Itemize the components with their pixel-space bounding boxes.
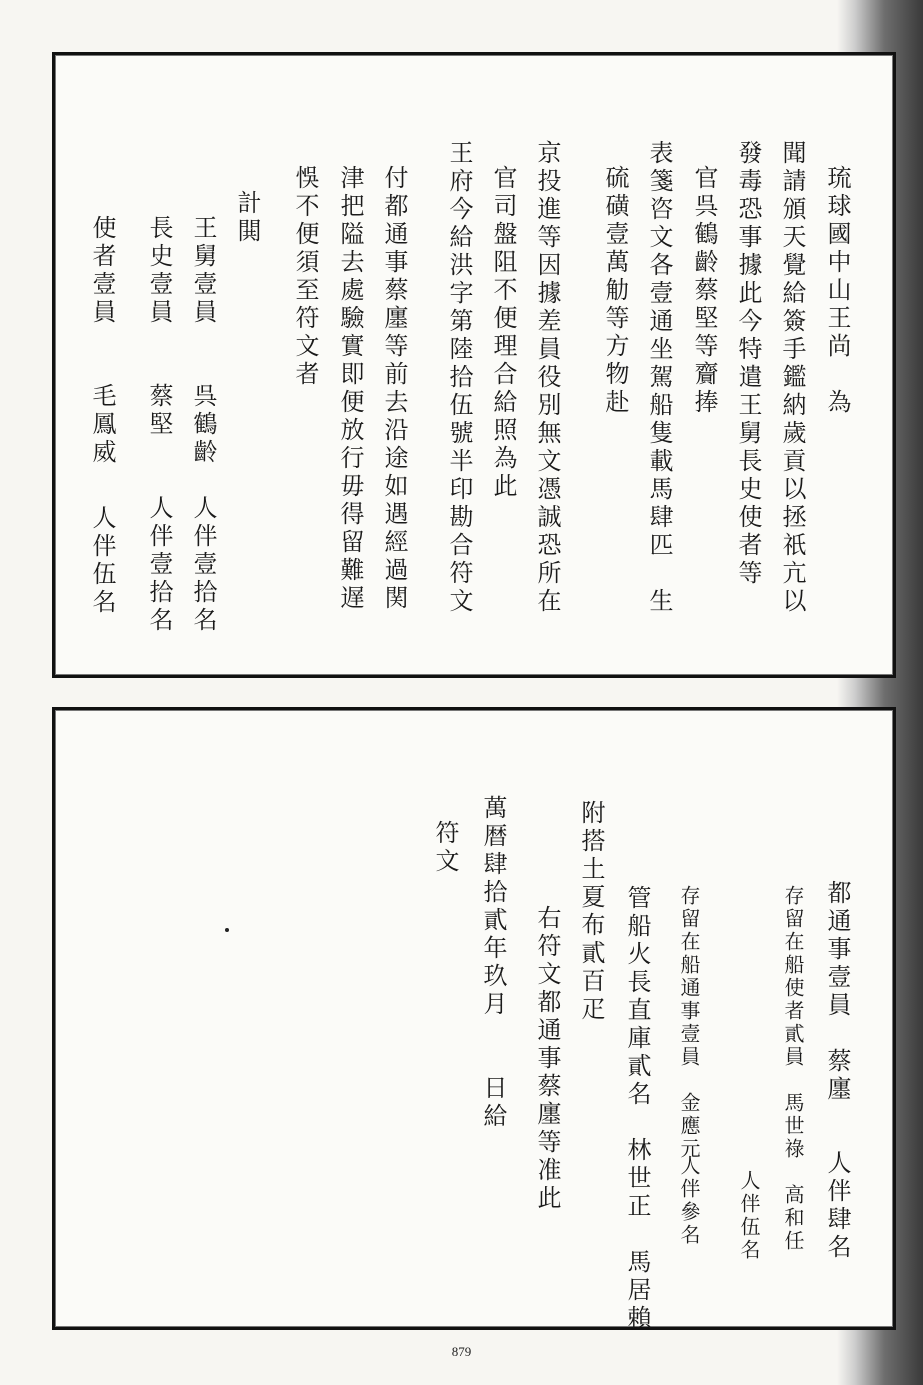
text-column-16a: 使者壹員 毛鳳威 [88, 215, 116, 467]
text-column-15a: 長史壹員 蔡堅 [145, 215, 173, 439]
ink-speck [225, 928, 229, 932]
text-column-12: 悞不便須至符文者 [291, 165, 319, 389]
text-column-8: 官司盤阻不便理合給照為此 [489, 165, 517, 501]
text-column-9: 王府今給洪字第陸拾伍號半印勘合符文 [445, 140, 473, 616]
text-column-b4: 管船火長直庫貳名 林世正 馬居賴 [623, 885, 651, 1333]
upper-document-panel [52, 52, 896, 678]
text-column-b3a: 存留在船通事壹員 金應元 [677, 885, 701, 1161]
text-column-2: 聞請頒天覺給簽手鑑納歲貢以拯祇亢以 [778, 140, 806, 616]
text-column-b7: 萬暦肆拾貳年玖月 日給 [479, 795, 507, 1131]
text-column-b2a: 存留在船使者貳員 馬世祿 高和任 [781, 885, 805, 1253]
text-column-11: 津把隘去處驗實即便放行毋得留難遅 [336, 165, 364, 613]
text-column-6: 硫磺壹萬觔等方物赴 [601, 165, 629, 417]
text-column-5: 表箋咨文各壹通坐駕船隻載馬肆匹 生 [645, 140, 673, 616]
text-column-14b: 人伴壹拾名 [189, 495, 217, 635]
text-column-4: 官呉鶴齡蔡堅等齎捧 [690, 165, 718, 417]
text-column-14a: 王舅壹員 呉鶴齡 [189, 215, 217, 467]
text-column-b1b: 人伴肆名 [823, 1150, 851, 1262]
text-column-b2b: 人伴伍名 [737, 1170, 761, 1262]
text-column-15b: 人伴壹拾名 [145, 495, 173, 635]
text-column-b6: 右符文都通事蔡廛等准此 [533, 905, 561, 1213]
text-column-10: 付都通事蔡廛等前去沿途如遇經過関 [380, 165, 408, 613]
text-column-3: 發毒恐事據此今特遣王舅長史使者等 [734, 140, 762, 588]
text-column-13: 計閧 [233, 190, 261, 246]
text-column-16b: 人伴伍名 [88, 505, 116, 617]
lower-document-panel [52, 707, 896, 1333]
text-column-b3b: 人伴參名 [677, 1155, 701, 1247]
page-number: 879 [451, 1344, 472, 1359]
text-column-b1a: 都通事壹員 蔡廛 [823, 880, 851, 1104]
text-column-1: 琉球國中山王尚 為 [823, 165, 851, 417]
text-column-7: 京投進等因據差員役別無文憑誠恐所在 [533, 140, 561, 616]
text-column-b8: 符文 [431, 820, 459, 876]
text-column-b5: 附搭土夏布貳百疋 [577, 800, 605, 1024]
